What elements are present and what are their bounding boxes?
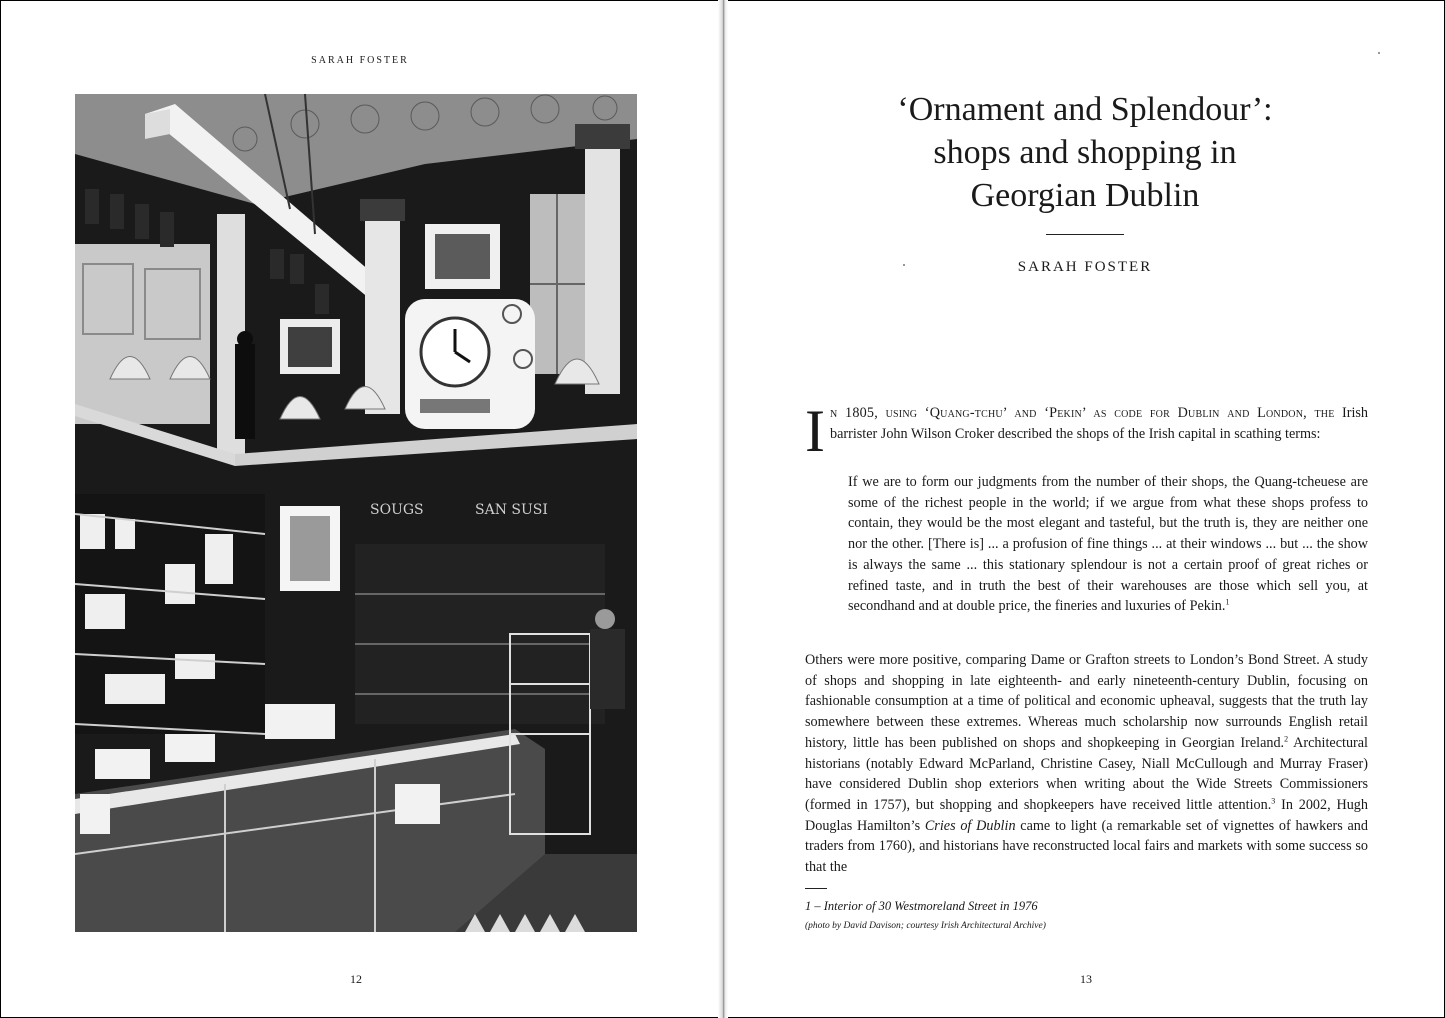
book-gutter <box>718 0 728 1018</box>
author-name: SARAH FOSTER <box>1017 259 1153 275</box>
figure-caption: 1 – Interior of 30 Westmoreland Street in 1976 <box>805 899 1038 913</box>
work-title: Cries of Dublin <box>924 817 1016 834</box>
sign-sougs: SOUGS <box>370 502 424 518</box>
intro-paragraph <box>805 398 1369 464</box>
paragraph-text: Architectural historians (notably Edward McParland, Christine Casey, Niall McCullough and Murray Fraser) have considered Dublin shop exteriors when writing about the Wide Streets Commissioners (formed in 1757), but shopping and shopkeepers have received little attention. <box>805 734 1368 813</box>
paragraph-text: came to light (a remarkable set of vignettes of hawkers and traders from 1760), and historians have reconstructed local fairs and markets with some success so that the <box>805 817 1368 876</box>
page-number-right: 13 <box>1080 972 1092 986</box>
title-line-2: shops and shopping in <box>933 134 1237 171</box>
body-paragraph <box>805 650 1368 878</box>
intro-text: Irish barrister John Wilson Croker described the shops of the Irish capital in scathing terms: <box>829 405 1369 442</box>
title-rule <box>1046 234 1124 235</box>
footnote-ref-2[interactable]: 2 <box>1284 734 1289 744</box>
article-title <box>800 88 1370 217</box>
shop-interior-photo <box>75 94 637 932</box>
intro-small-caps: n 1805, using ‘Quang-tchu’ and ‘Pekin’ as code for Dublin and London, the <box>829 405 1335 421</box>
paragraph-text: Others were more positive, comparing Dame or Grafton streets to London’s Bond Street. A study of shops and shopping in late eighteenth- and early nineteenth-century Dublin, focusing on fashionable consumption at a time of political and economic upheaval, suggests that the truth lay somewhere between these extremes. Whereas much scholarship now surrounds English retail history, little has been published on shops and shopkeeping in Georgian Ireland. <box>805 652 1368 751</box>
footnote-ref-1[interactable]: 1 <box>1225 597 1230 607</box>
footnote-ref-3[interactable]: 3 <box>1271 796 1276 806</box>
photo-credit: (photo by David Davison; courtesy Irish Architectural Archive) <box>805 921 1046 931</box>
paper-speck <box>1378 52 1380 54</box>
caption-rule <box>805 888 827 889</box>
drop-cap: I <box>805 398 825 464</box>
page-number-left: 12 <box>350 972 362 986</box>
quote-text: If we are to form our judgments from the number of their shops, the Quang-tcheuese are some of the richest people in the world; if we argue from what these shops profess to contain, they would be the most elegant and tasteful, but the truth is, they are neither one nor the other. [There is] ... a profusion of fine things ... at their windows ... but ... the show is always the same ... this stationary splendour is not a certain proof of great riches or refined taste, and in truth the best of their warehouses are those which sell you, at secondhand and at double price, the fineries and luxuries of Pekin. <box>848 474 1368 615</box>
running-head: SARAH FOSTER <box>311 55 409 66</box>
block-quote <box>848 472 1368 617</box>
sign-san-susi: SAN SUSI <box>475 502 548 518</box>
title-line-1: ‘Ornament and Splendour’: <box>897 91 1273 128</box>
paragraph-text: In 2002, Hugh Douglas Hamilton’s <box>805 796 1368 834</box>
title-line-3: Georgian Dublin <box>970 177 1200 214</box>
